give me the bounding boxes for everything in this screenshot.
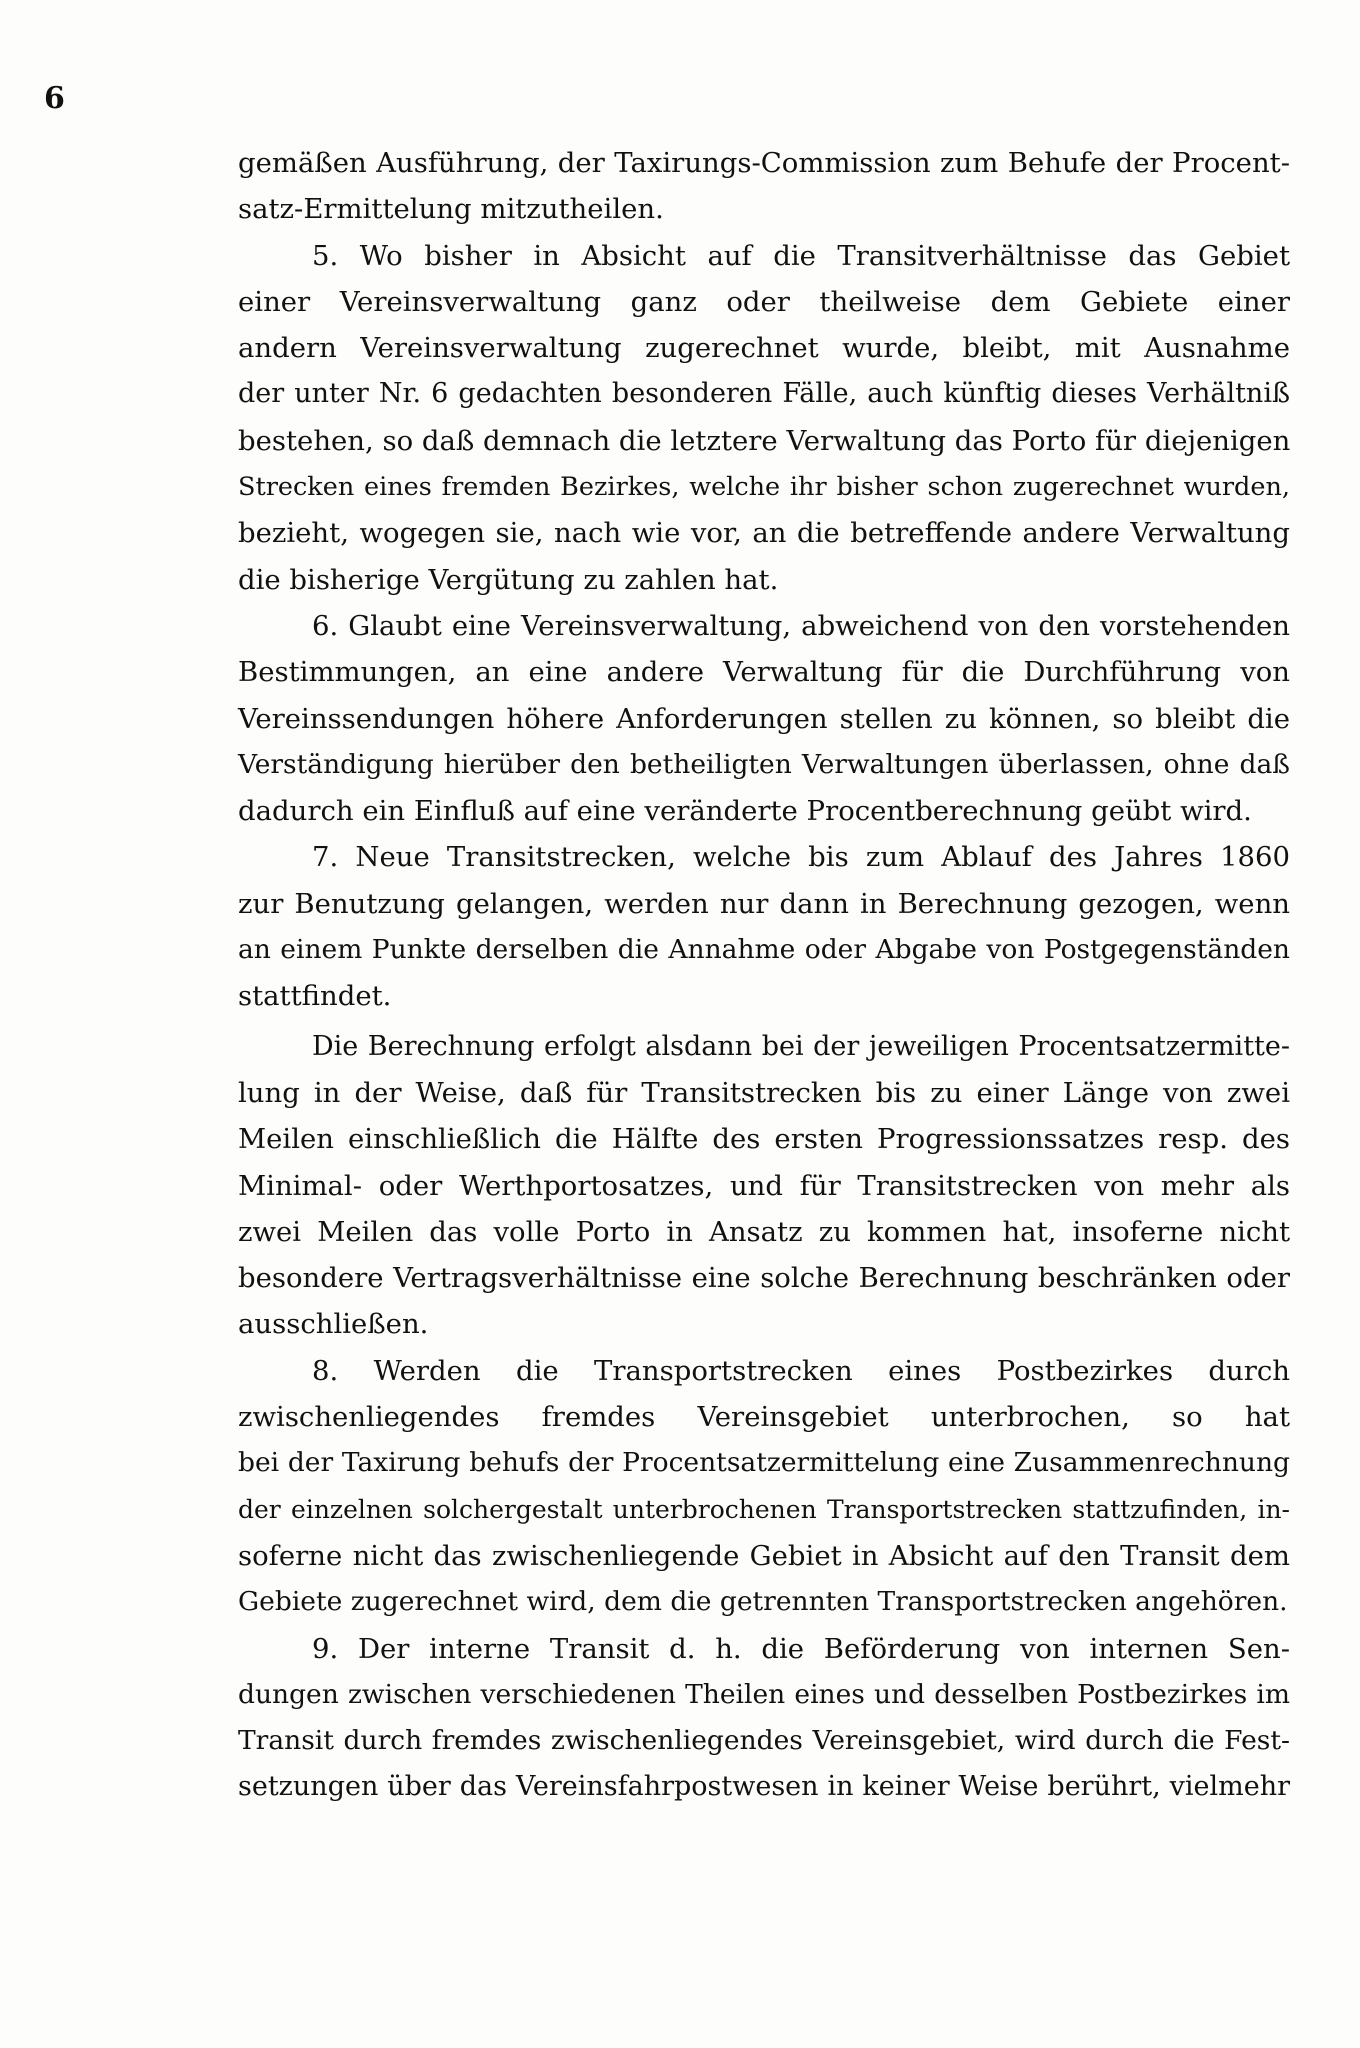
text-line: andern Vereinsverwaltung zugerechnet wurde, bleibt, mit Ausnahme (238, 332, 1290, 365)
text-line: zwischenliegendes fremdes Vereinsgebiet unterbrochen, so hat (238, 1401, 1290, 1434)
text-line: Meilen einschließlich die Hälfte des ersten Progressionssatzes resp. des (238, 1123, 1290, 1156)
text-line: der einzelnen solchergestalt unterbrochenen Transportstrecken stattzufinden, in- (238, 1494, 1290, 1524)
text-line: Bestimmungen, an eine andere Verwaltung für die Durchführung von (238, 656, 1290, 689)
text-line: Strecken eines fremden Bezirkes, welche ihr bisher schon zugerechnet wurden, (238, 472, 1290, 503)
paragraph-7-continuation: Die Berechnung erfolgt alsdann bei der jeweiligen Procentsatzermitte- (312, 1030, 1290, 1062)
text-line: besondere Vertragsverhältnisse eine solche Berechnung beschränken oder (238, 1262, 1290, 1295)
body-text (238, 140, 1290, 1811)
text-line: stattfindet. (238, 980, 392, 1013)
text-line: Transit durch fremdes zwischenliegendes Vereinsgebiet, wird durch die Fest- (238, 1725, 1290, 1757)
text-line: Gebiete zugerechnet wird, dem die getrennten Transportstrecken angehören. (238, 1586, 1288, 1618)
text-line: bezieht, wogegen sie, nach wie vor, an die betreffende andere Verwaltung (238, 517, 1290, 550)
text-line: an einem Punkte derselben die Annahme oder Abgabe von Postgegenständen (238, 934, 1290, 966)
text-line: satz-Ermittelung mitzutheilen. (238, 193, 664, 226)
text-line: setzungen über das Vereinsfahrpostwesen in keiner Weise berührt, vielmehr (238, 1771, 1290, 1803)
text-line: einer Vereinsverwaltung ganz oder theilweise dem Gebiete einer (238, 285, 1290, 318)
paragraph-8-start: 8. Werden die Transportstrecken eines Postbezirkes durch (312, 1354, 1290, 1387)
text-line: Verständigung hierüber den betheiligten Verwaltungen überlassen, ohne daß (238, 748, 1290, 780)
paragraph-7-start: 7. Neue Transitstrecken, welche bis zum Ablauf des Jahres 1860 (312, 841, 1290, 874)
text-line: gemäßen Ausführung, der Taxirungs-Commission zum Behufe der Procent- (238, 147, 1290, 179)
text-line: zur Benutzung gelangen, werden nur dann in Berechnung gezogen, wenn (238, 887, 1290, 920)
text-line: der unter Nr. 6 gedachten besonderen Fälle, auch künftig dieses Verhältniß (238, 378, 1290, 410)
text-line: die bisherige Vergütung zu zahlen hat. (238, 563, 779, 596)
text-line: dadurch ein Einfluß auf eine veränderte Procentberechnung geübt wird. (238, 795, 1252, 828)
text-line: zwei Meilen das volle Porto in Ansatz zu kommen hat, insoferne nicht (238, 1215, 1290, 1248)
page-number: 6 (44, 81, 65, 116)
paragraph-6-start: 6. Glaubt eine Vereinsverwaltung, abweichend von den vorstehenden (312, 609, 1290, 642)
text-line: bei der Taxirung behufs der Procentsatzermittelung eine Zusammenrechnung (238, 1447, 1290, 1479)
text-line: Vereinssendungen höhere Anforderungen stellen zu können, so bleibt die (238, 702, 1290, 735)
text-line: Minimal- oder Werthportosatzes, und für Transitstrecken von mehr als (238, 1169, 1290, 1202)
paragraph-5-start: 5. Wo bisher in Absicht auf die Transitverhältnisse das Gebiet (312, 239, 1290, 272)
text-line: bestehen, so daß demnach die letztere Verwaltung das Porto für diejenigen (238, 424, 1291, 457)
text-line: lung in der Weise, daß für Transitstrecken bis zu einer Länge von zwei (238, 1076, 1290, 1109)
paragraph-9-start: 9. Der interne Transit d. h. die Beförderung von internen Sen- (312, 1632, 1290, 1665)
text-line: ausschließen. (238, 1308, 429, 1341)
text-line: soferne nicht das zwischenliegende Gebiet in Absicht auf den Transit dem (238, 1539, 1290, 1572)
text-line: dungen zwischen verschiedenen Theilen eines und desselben Postbezirkes im (238, 1678, 1290, 1710)
